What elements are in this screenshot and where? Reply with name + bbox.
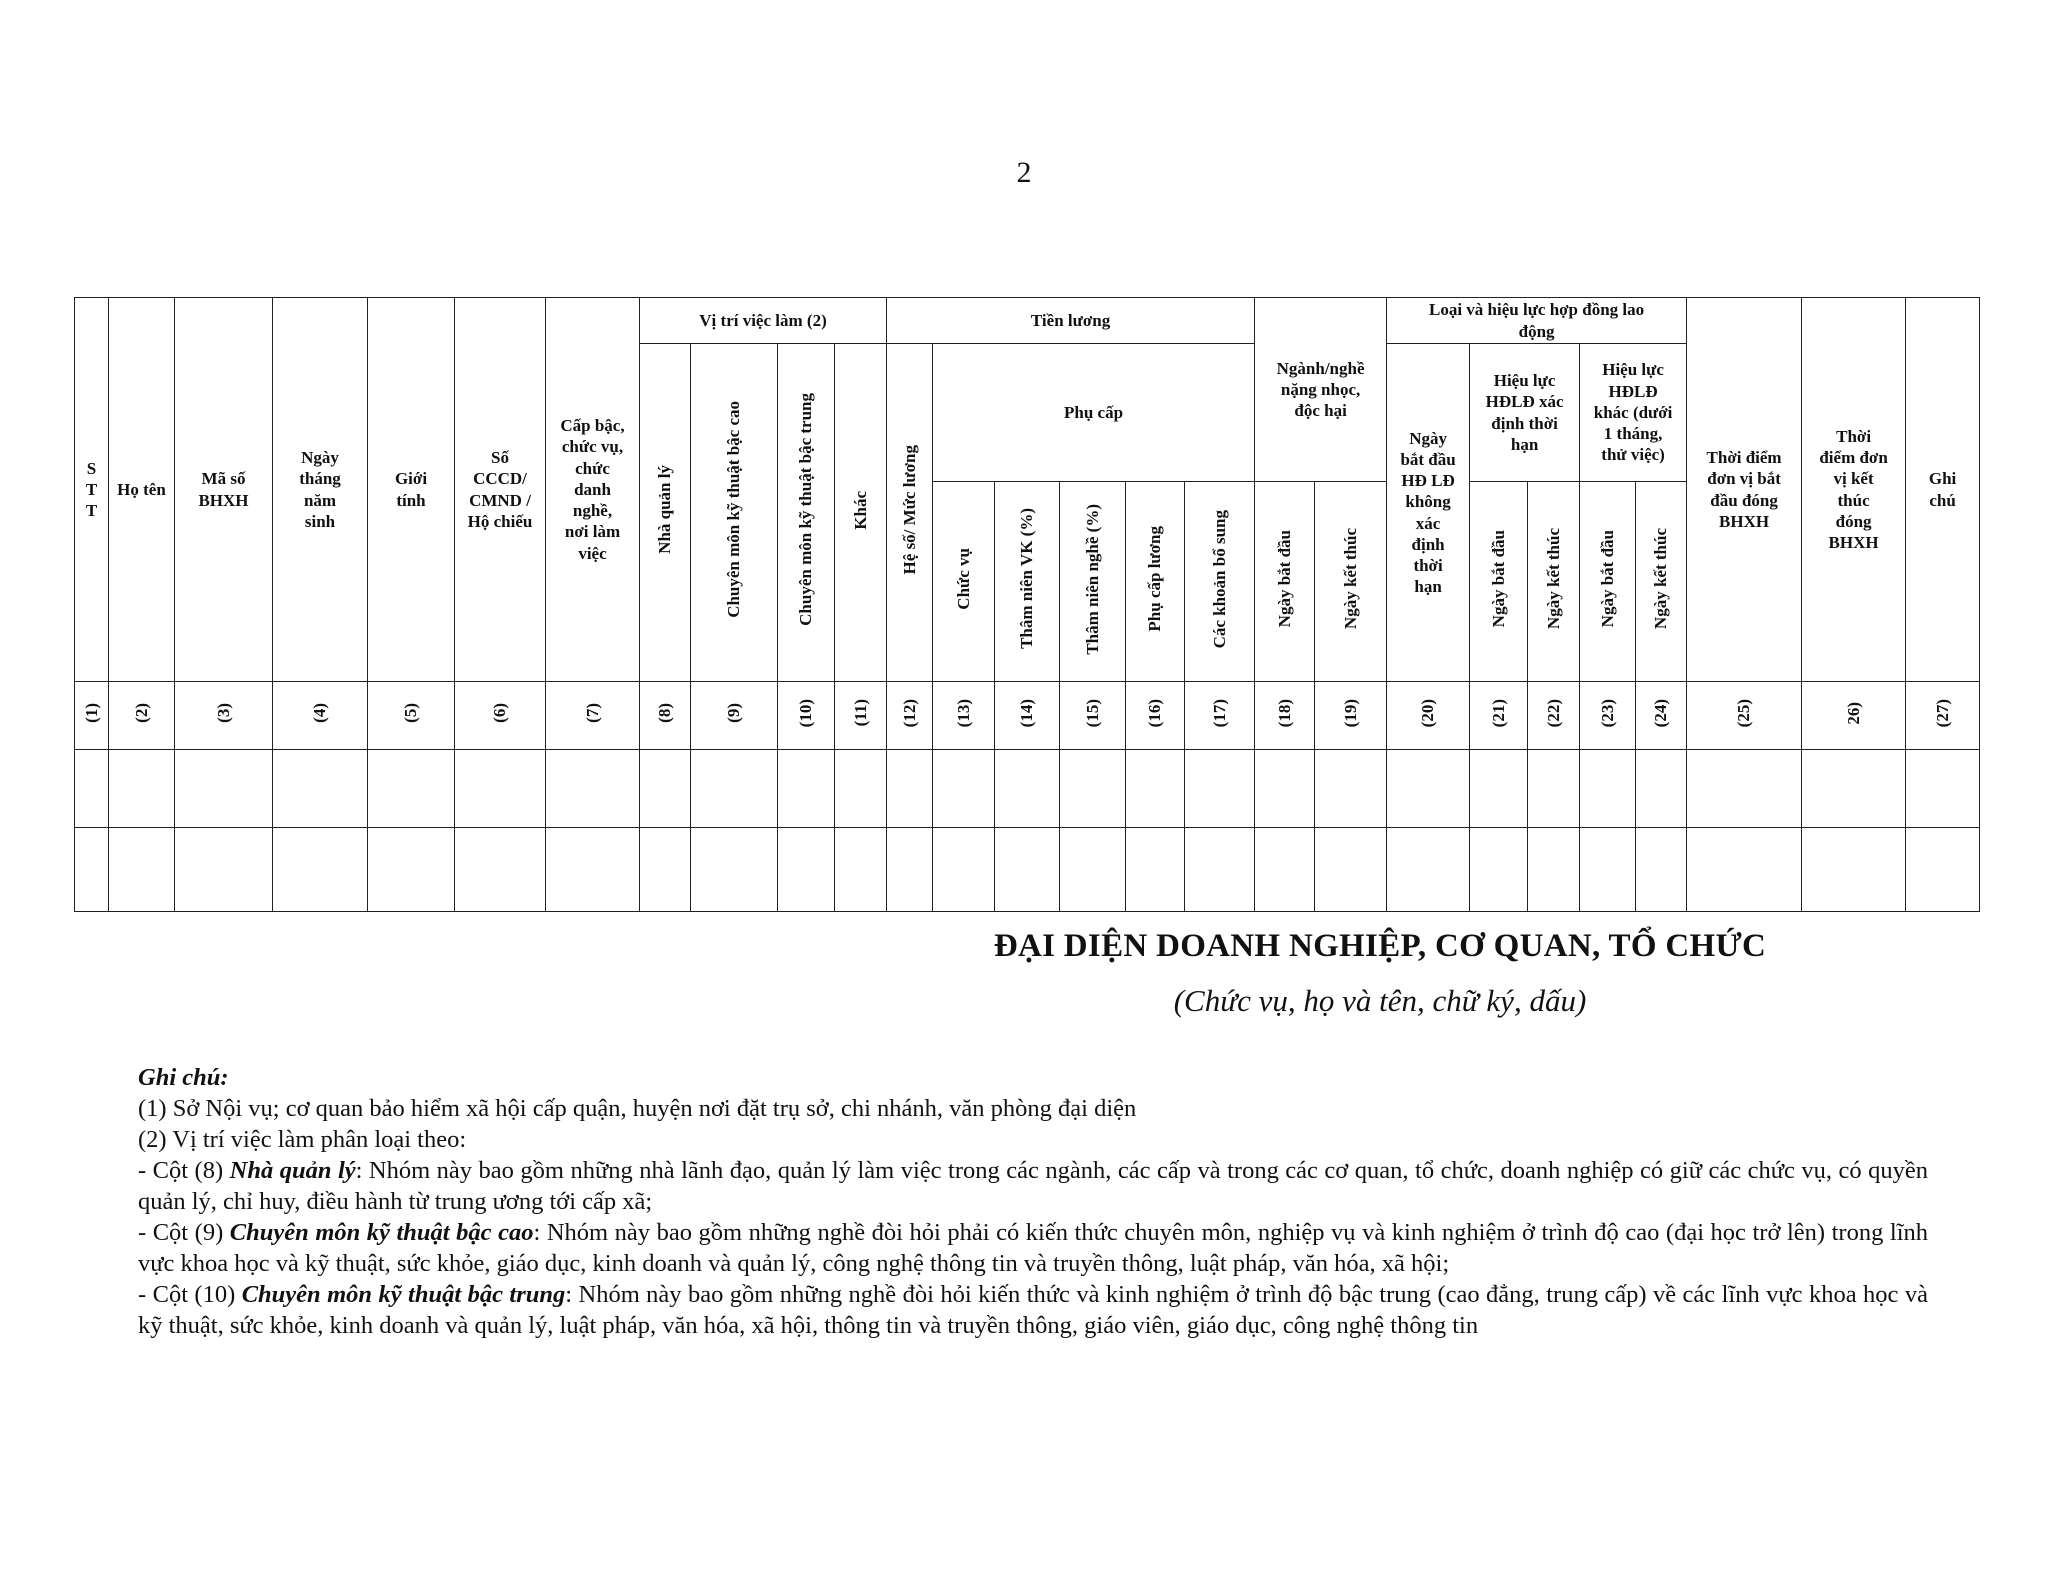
header-ghi-chu: Ghi chú (1906, 298, 1980, 682)
header-cmkt-bac-cao (691, 344, 778, 682)
header-xd-ngay-bat-dau-text: Ngày bắt đầu (1488, 530, 1508, 628)
notes-heading: Ghi chú: (138, 1064, 229, 1091)
column-number: (19) (1340, 698, 1360, 728)
header-khac-ngay-ket-thuc-text: Ngày kết thúc (1651, 528, 1671, 630)
table-cell[interactable] (1528, 828, 1580, 912)
note-line-1: (1) Sở Nội vụ; cơ quan bảo hiểm xã hội cấp quận, huyện nơi đặt trụ sở, chi nhánh, văn phòng đại diện (138, 1095, 1137, 1122)
column-number: 26) (1843, 701, 1863, 725)
table-cell[interactable] (1255, 828, 1315, 912)
signature-title: ĐẠI DIỆN DOANH NGHIỆP, CƠ QUAN, TỔ CHỨC (993, 928, 1767, 964)
header-khac-text: Khác (850, 490, 870, 530)
note-col9-text: : Nhóm này bao gồm những nghề đòi hỏi phải có kiến thức chuyên môn, nghiệp vụ và kinh nghiệm ở trình độ cao (đại học trở lên) trong lĩnh vực khoa học và kỹ thuật, sức khỏe, giáo dục, kinh doanh và quản lý, công nghệ thông tin và truyền thông, luật pháp, văn hóa, xã hội; (138, 1219, 1928, 1277)
table-cell[interactable] (1315, 750, 1387, 828)
note-col9 (138, 1217, 1928, 1279)
column-number: (25) (1734, 698, 1754, 728)
column-number-cell (1185, 682, 1255, 750)
column-number-cell (546, 682, 640, 750)
column-number-cell (1580, 682, 1636, 750)
column-number: (2) (131, 702, 151, 723)
column-number-cell (778, 682, 835, 750)
column-number: (20) (1418, 698, 1438, 728)
column-number-cell (1387, 682, 1470, 750)
header-ngay-sinh: Ngày tháng năm sinh (273, 298, 368, 682)
note-col8-term: Nhà quản lý (229, 1157, 356, 1184)
table-cell[interactable] (640, 750, 691, 828)
column-number: (27) (1932, 698, 1952, 728)
column-number-cell (455, 682, 546, 750)
table-cell[interactable] (1528, 750, 1580, 828)
table-cell[interactable] (455, 750, 546, 828)
header-ho-ten: Họ tên (109, 298, 175, 682)
table-cell[interactable] (75, 750, 109, 828)
header-cmkt-bac-cao-text: Chuyên môn kỹ thuật bậc cao (724, 401, 744, 619)
column-number: (8) (655, 702, 675, 723)
table-cell[interactable] (1060, 750, 1126, 828)
header-nganh-ngay-ket-thuc-text: Ngày kết thúc (1340, 528, 1360, 630)
table-cell[interactable] (1126, 750, 1185, 828)
header-thoi-diem-ket-thuc: Thời điểm đơn vị kết thúc đóng BHXH (1802, 298, 1906, 682)
column-number: (18) (1274, 698, 1294, 728)
notes-section (138, 1062, 1928, 1341)
table-cell[interactable] (1687, 828, 1802, 912)
table-cell[interactable] (1470, 828, 1528, 912)
column-number-row (75, 682, 1980, 750)
column-number-cell (368, 682, 455, 750)
header-nganh-ngay-ket-thuc (1315, 482, 1387, 682)
header-ma-so-bhxh: Mã số BHXH (175, 298, 273, 682)
table-cell[interactable] (109, 750, 175, 828)
column-number: (1) (81, 702, 101, 723)
header-khac-ngay-bat-dau-text: Ngày bắt đầu (1597, 530, 1617, 628)
column-number-cell (835, 682, 887, 750)
table-cell[interactable] (1802, 828, 1906, 912)
note-line-2: (2) Vị trí việc làm phân loại theo: (138, 1126, 467, 1153)
column-number-cell (933, 682, 995, 750)
header-vi-tri-viec-lam: Vị trí việc làm (2) (640, 298, 887, 344)
header-chuc-vu (933, 482, 995, 682)
table-cell[interactable] (1636, 750, 1687, 828)
table-cell[interactable] (1580, 750, 1636, 828)
table-cell[interactable] (835, 750, 887, 828)
note-col8-text: : Nhóm này bao gồm những nhà lãnh đạo, quản lý làm việc trong các ngành, các cấp và trong các cơ quan, tổ chức, doanh nghiệp có giữ các chức vụ, có quyền quản lý, chỉ huy, điều hành từ trung ương tới cấp xã; (138, 1157, 1928, 1215)
column-number: (14) (1017, 698, 1037, 728)
header-khac-ngay-bat-dau (1580, 482, 1636, 682)
header-phu-cap-luong (1126, 482, 1185, 682)
table-cell[interactable] (1906, 828, 1980, 912)
column-number: (9) (724, 702, 744, 723)
table-cell[interactable] (933, 828, 995, 912)
table-cell[interactable] (1315, 828, 1387, 912)
employee-table (74, 297, 1980, 912)
header-hd-khong-xac-dinh: Ngày bắt đầu HĐ LĐ không xác định thời hạn (1387, 344, 1470, 682)
column-number: (16) (1145, 698, 1165, 728)
header-nganh-ngay-bat-dau (1255, 482, 1315, 682)
header-nha-quan-ly-text: Nhà quản lý (655, 465, 675, 555)
column-number-cell (691, 682, 778, 750)
header-so-cccd: Số CCCD/ CMND / Hộ chiếu (455, 298, 546, 682)
header-xd-ngay-ket-thuc (1528, 482, 1580, 682)
table-cell[interactable] (1636, 828, 1687, 912)
header-cmkt-bac-trung-text: Chuyên môn kỹ thuật bậc trung (796, 393, 816, 627)
header-stt: S T T (75, 298, 109, 682)
table-cell[interactable] (273, 828, 368, 912)
column-number: (7) (582, 702, 602, 723)
signature-subtitle: (Chức vụ, họ và tên, chữ ký, dấu) (1173, 983, 1587, 1018)
column-number-cell (1906, 682, 1980, 750)
header-tham-nien-nghe-text: Thâm niên nghề (%) (1082, 503, 1102, 655)
header-cmkt-bac-trung (778, 344, 835, 682)
column-number: (17) (1209, 698, 1229, 728)
column-number-cell (1315, 682, 1387, 750)
table-cell[interactable] (75, 828, 109, 912)
header-tien-luong: Tiền lương (887, 298, 1255, 344)
table-cell[interactable] (887, 750, 933, 828)
table-cell[interactable] (546, 828, 640, 912)
header-hd-khac: Hiệu lực HĐLĐ khác (dưới 1 tháng, thử việc) (1580, 344, 1687, 482)
column-number: (11) (850, 699, 870, 727)
column-number-cell (1687, 682, 1802, 750)
note-col10-term: Chuyên môn kỹ thuật bậc trung (241, 1281, 566, 1308)
table-cell[interactable] (1687, 750, 1802, 828)
column-number: (13) (953, 698, 973, 728)
table-cell[interactable] (995, 828, 1060, 912)
column-number: (6) (490, 702, 510, 723)
column-number-cell (1528, 682, 1580, 750)
note-col10-prefix: - Cột (10) (138, 1281, 242, 1308)
header-tham-nien-nghe (1060, 482, 1126, 682)
table-cell[interactable] (995, 750, 1060, 828)
table-cell[interactable] (109, 828, 175, 912)
header-thoi-diem-bat-dau: Thời điểm đơn vị bắt đầu đóng BHXH (1687, 298, 1802, 682)
table-row (75, 750, 1980, 828)
column-number-cell (1802, 682, 1906, 750)
table-cell[interactable] (1906, 750, 1980, 828)
table-cell[interactable] (368, 828, 455, 912)
header-khac (835, 344, 887, 682)
header-phu-cap: Phụ cấp (933, 344, 1255, 482)
column-number: (22) (1543, 698, 1563, 728)
note-col9-prefix: - Cột (9) (138, 1219, 230, 1246)
header-tham-nien-vk-text: Thâm niên VK (%) (1017, 508, 1037, 650)
table-cell[interactable] (1387, 750, 1470, 828)
header-phu-cap-luong-text: Phụ cấp lương (1145, 526, 1165, 632)
column-number-cell (995, 682, 1060, 750)
header-loai-hd: Loại và hiệu lực hợp đồng lao động (1387, 298, 1687, 344)
header-he-so-text: Hệ số/ Mức lương (899, 445, 919, 575)
note-col8 (138, 1155, 1928, 1217)
column-number-cell (273, 682, 368, 750)
table-cell[interactable] (1580, 828, 1636, 912)
column-number: (24) (1651, 698, 1671, 728)
header-hd-xac-dinh: Hiệu lực HĐLĐ xác định thời hạn (1470, 344, 1580, 482)
table-cell[interactable] (546, 750, 640, 828)
header-nha-quan-ly (640, 344, 691, 682)
column-number-cell (1060, 682, 1126, 750)
table-cell[interactable] (1060, 828, 1126, 912)
table-cell[interactable] (691, 750, 778, 828)
column-number-cell (887, 682, 933, 750)
note-col8-prefix: - Cột (8) (138, 1157, 230, 1184)
table-cell[interactable] (835, 828, 887, 912)
table-cell[interactable] (691, 828, 778, 912)
table-cell[interactable] (778, 828, 835, 912)
header-xd-ngay-ket-thuc-text: Ngày kết thúc (1543, 528, 1563, 630)
column-number: (4) (310, 702, 330, 723)
column-number: (10) (796, 698, 816, 728)
table-cell[interactable] (1470, 750, 1528, 828)
note-col10-text: : Nhóm này bao gồm những nghề đòi hỏi kiến thức và kinh nghiệm ở trình độ bậc trung (cao đẳng, trung cấp) về các lĩnh vực khoa học và kỹ thuật, sức khỏe, kinh doanh và quản lý, luật pháp, văn hóa, xã hội, thông tin và truyền thông, giáo viên, giáo dục, công nghệ thông tin (138, 1281, 1928, 1339)
table-cell[interactable] (887, 828, 933, 912)
header-khac-ngay-ket-thuc (1636, 482, 1687, 682)
signature-block (960, 928, 1800, 1019)
header-he-so (887, 344, 933, 682)
table-cell[interactable] (1802, 750, 1906, 828)
table-cell[interactable] (1255, 750, 1315, 828)
column-number: (5) (401, 702, 421, 723)
table-cell[interactable] (640, 828, 691, 912)
column-number-cell (1126, 682, 1185, 750)
table-cell[interactable] (933, 750, 995, 828)
note-col9-term: Chuyên môn kỹ thuật bậc cao (229, 1219, 534, 1246)
table-cell[interactable] (273, 750, 368, 828)
column-number-cell (75, 682, 109, 750)
header-cap-bac: Cấp bậc, chức vụ, chức danh nghề, nơi làm việc (546, 298, 640, 682)
table-cell[interactable] (368, 750, 455, 828)
header-cac-khoan-bo-sung-text: Các khoản bổ sung (1209, 509, 1229, 649)
column-number-cell (1255, 682, 1315, 750)
header-nganh-nghe: Ngành/nghề nặng nhọc, độc hại (1255, 298, 1387, 482)
table-cell[interactable] (1185, 750, 1255, 828)
table-row (75, 828, 1980, 912)
page-number: 2 (1016, 156, 1032, 189)
table-cell[interactable] (175, 750, 273, 828)
header-chuc-vu-text: Chức vụ (953, 548, 973, 610)
column-number-cell (175, 682, 273, 750)
table-cell[interactable] (778, 750, 835, 828)
column-number-cell (109, 682, 175, 750)
column-number: (21) (1488, 698, 1508, 728)
header-nganh-ngay-bat-dau-text: Ngày bắt đầu (1274, 530, 1294, 628)
column-number-cell (1470, 682, 1528, 750)
header-tham-nien-vk (995, 482, 1060, 682)
column-number: (12) (899, 698, 919, 728)
table-cell[interactable] (1387, 828, 1470, 912)
header-cac-khoan-bo-sung (1185, 482, 1255, 682)
header-xd-ngay-bat-dau (1470, 482, 1528, 682)
table-cell[interactable] (1185, 828, 1255, 912)
column-number-cell (640, 682, 691, 750)
table-cell[interactable] (1126, 828, 1185, 912)
header-gioi-tinh: Giới tính (368, 298, 455, 682)
table-cell[interactable] (455, 828, 546, 912)
note-col10 (138, 1279, 1928, 1341)
column-number: (3) (213, 702, 233, 723)
column-number: (15) (1082, 698, 1102, 728)
table-cell[interactable] (175, 828, 273, 912)
column-number-cell (1636, 682, 1687, 750)
column-number: (23) (1597, 698, 1617, 728)
